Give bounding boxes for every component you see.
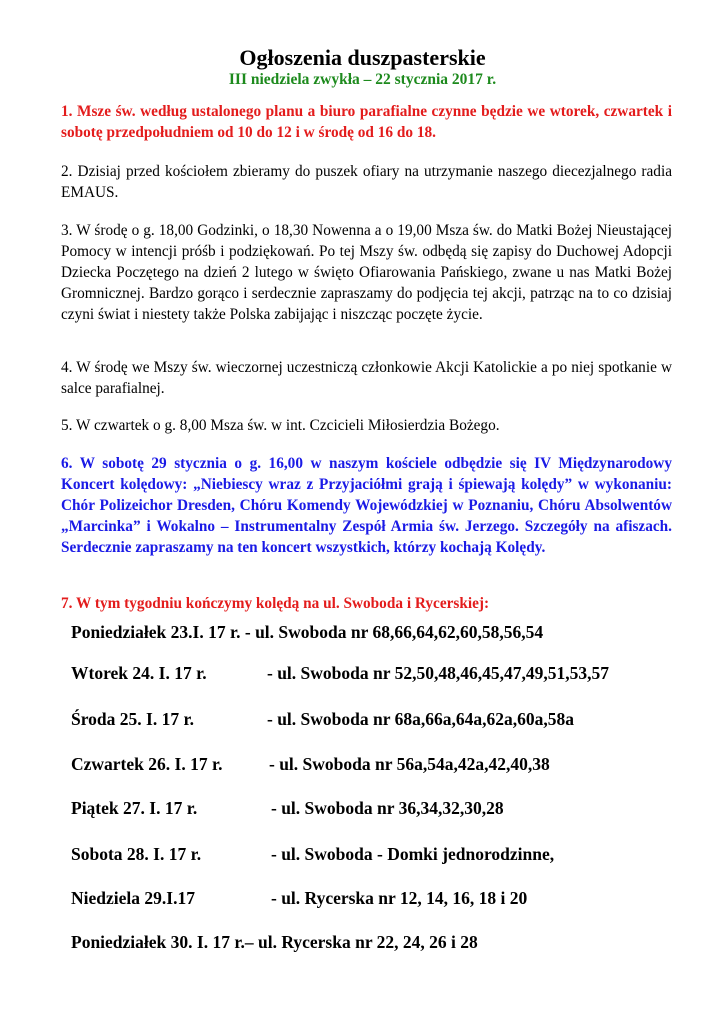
schedule-street: - ul. Swoboda nr 68a,66a,64a,62a,60a,58a (267, 709, 574, 729)
schedule-day: Piątek 27. I. 17 r. (71, 798, 198, 818)
page-title: Ogłoszenia duszpasterskie (239, 45, 486, 70)
announcement-5: 5. W czwartek o g. 8,00 Msza św. w int. Czcicieli Miłosierdzia Bożego. (61, 417, 500, 434)
announcement-2: 2. Dzisiaj przed kościołem zbieramy do puszek ofiary na utrzymanie naszego diecezjalnego radia EMAUS. (61, 163, 672, 201)
schedule-row: Poniedziałek 30. I. 17 r.– ul. Rycerska nr 22, 24, 26 i 28 (71, 932, 478, 952)
schedule-day: Niedziela 29.I.17 (71, 888, 195, 908)
schedule-street: - ul. Swoboda - Domki jednorodzinne, (271, 844, 555, 864)
schedule-day: Czwartek 26. I. 17 r. (71, 754, 223, 774)
announcement-6: 6. W sobotę 29 stycznia o g. 16,00 w naszym kościele odbędzie się IV Międzynarodowy Koncert kolędowy: „Niebiescy wraz z Przyjaciółmi grają i śpiewają kolędy” w wykonaniu: Chór Polizeichor Dresden, Chóru Komendy Wojewódzkiej w Poznaniu, Chóru Absolwentów „Marcinka” i Wokalno – Instrumentalny Zespół Armia św. Jerzego. Szczegóły na afiszach. Serdecznie zapraszamy na ten koncert wszystkich, którzy kochają Kolędy. (61, 455, 672, 556)
schedule-day: Wtorek 24. I. 17 r. (71, 663, 207, 683)
schedule-day: Środa 25. I. 17 r. (71, 709, 195, 729)
schedule-street: - ul. Rycerska nr 12, 14, 16, 18 i 20 (271, 888, 528, 908)
announcement-7: 7. W tym tygodniu kończymy kolędą na ul. Swoboda i Rycerskiej: (61, 595, 490, 612)
page-subtitle: III niedziela zwykła – 22 stycznia 2017 r. (228, 71, 497, 88)
announcement-1: 1. Msze św. według ustalonego planu a biuro parafialne czynne będzie we wtorek, czwartek i sobotę przedpołudniem od 10 do 12 i w środę od 16 do 18. (61, 103, 672, 141)
schedule-day: Sobota 28. I. 17 r. (71, 844, 202, 864)
schedule-street: - ul. Swoboda nr 52,50,48,46,45,47,49,51,53,57 (267, 663, 609, 683)
announcement-4: 4. W środę we Mszy św. wieczornej uczestniczą członkowie Akcji Katolickie a po niej spotkanie w salce parafialnej. (61, 359, 672, 397)
schedule-street: - ul. Swoboda nr 56a,54a,42a,42,40,38 (269, 754, 550, 774)
schedule-street: - ul. Swoboda nr 36,34,32,30,28 (271, 798, 504, 818)
announcement-3: 3. W środę o g. 18,00 Godzinki, o 18,30 Nowenna a o 19,00 Msza św. do Matki Bożej Nieustającej Pomocy w intencji próśb i podziękowań. Po tej Mszy św. odbędą się zapisy do Duchowej Adopcji Dziecka Poczętego na dzień 2 lutego w święto Ofiarowania Pańskiego, zwane u nas Matki Bożej Gromnicznej. Bardzo gorąco i serdecznie zapraszamy do podjęcia tej akcji, patrząc na to co dzisiaj czyni świat i niestety także Polska zabijając i niszcząc poczęte życie. (61, 222, 672, 323)
schedule-row: Poniedziałek 23.I. 17 r. - ul. Swoboda nr 68,66,64,62,60,58,56,54 (71, 622, 544, 642)
